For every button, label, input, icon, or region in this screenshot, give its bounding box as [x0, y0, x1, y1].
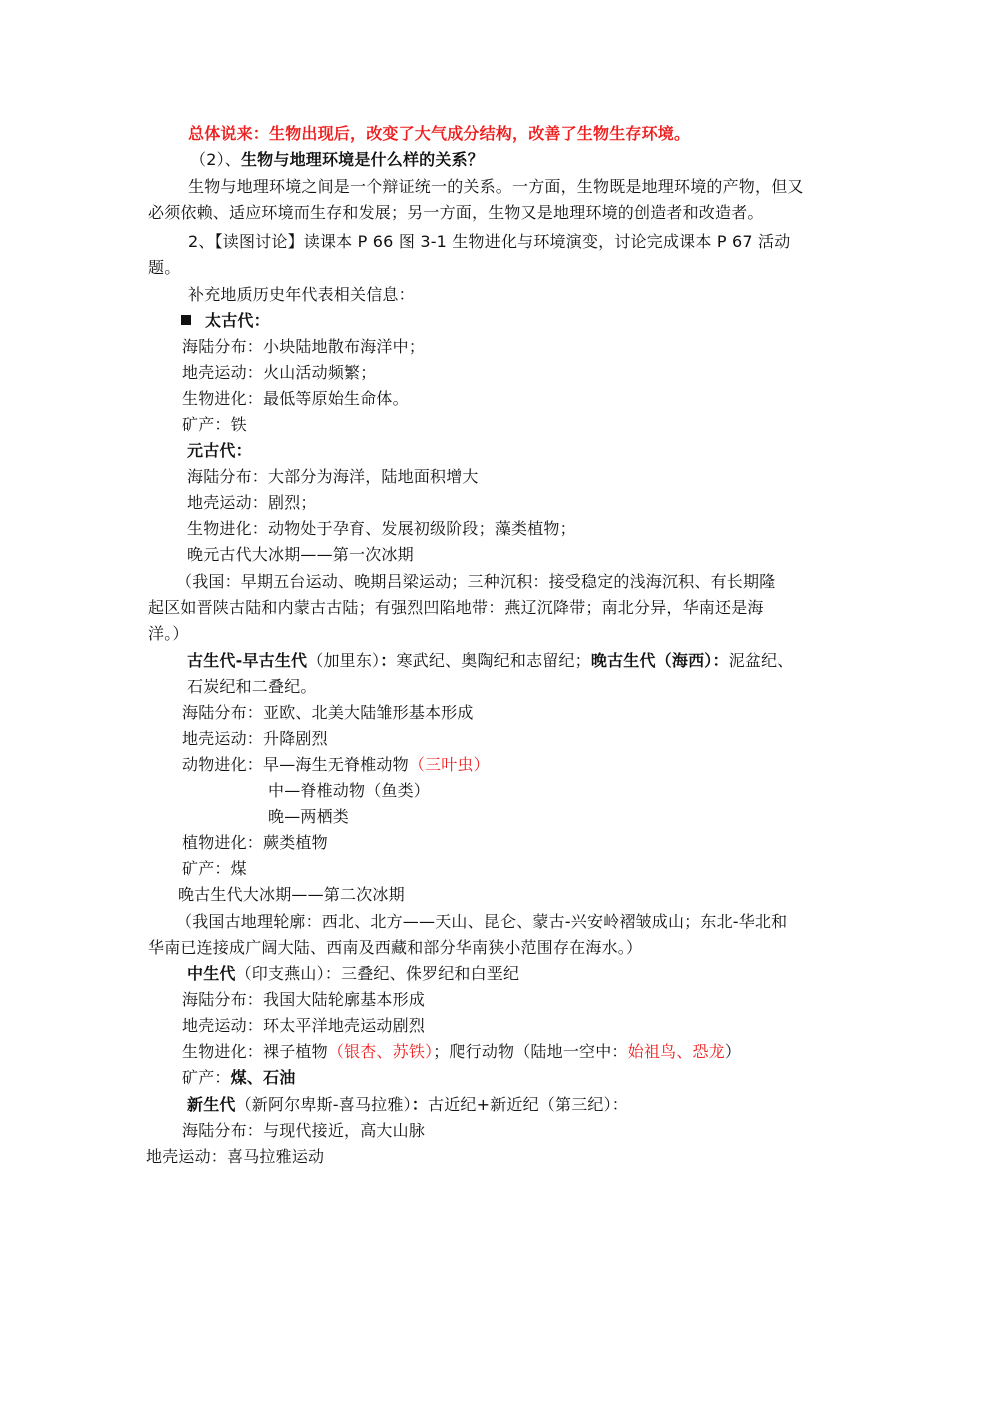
label: 地壳运动： [187, 493, 269, 512]
answer-2-line-2: 必须依赖、适应环境而生存和发展；另一方面，生物又是地理环境的创造者和改造者。 [148, 203, 764, 222]
value: 环太平洋地壳运动剧烈 [263, 1016, 426, 1035]
proterozoic-china-note-3: 洋。） [148, 624, 189, 643]
value: 小块陆地散布海洋中； [263, 337, 426, 356]
paleozoic-animal-mid: 中—脊椎动物（鱼类） [268, 781, 431, 800]
label: 海陆分布： [182, 703, 264, 722]
value: 火山活动频繁； [263, 363, 377, 382]
proterozoic-land-sea [187, 466, 479, 488]
label: 地壳运动： [182, 363, 264, 382]
mesozoic-crust [182, 1015, 425, 1037]
label: 生物进化： [187, 519, 269, 538]
value: 亚欧、北美大陆雏形基本形成 [263, 703, 474, 722]
label: 地壳运动： [146, 1147, 228, 1166]
paleozoic-mineral [182, 858, 247, 880]
archean-land-sea [182, 336, 425, 358]
supplement-heading: 补充地质历史年代表相关信息： [188, 285, 415, 304]
mesozoic-periods: ：三叠纪、侏罗纪和白垩纪 [324, 964, 520, 983]
value: 最低等原始生命体。 [263, 389, 409, 408]
paleozoic-plant [182, 832, 328, 854]
cenozoic-land-sea [182, 1120, 425, 1142]
label: 海陆分布： [182, 1121, 264, 1140]
paleozoic-animal-late: 晚—两栖类 [268, 807, 350, 826]
discussion-line-2: 题。 [148, 258, 181, 277]
paleozoic-china-note-1: （我国古地理轮廓：西北、北方——天山、昆仑、蒙古-兴安岭褶皱成山；东北-华北和 [176, 912, 788, 931]
mesozoic-title: 中生代 [187, 964, 236, 983]
question-2 [190, 149, 484, 171]
value: ；爬行动物（陆地一空中： [433, 1042, 628, 1061]
value: 大部分为海洋，陆地面积增大 [268, 467, 479, 486]
label: 生物进化： [182, 1042, 264, 1061]
label: 动物进化： [182, 755, 264, 774]
value: ） [724, 1042, 742, 1061]
value: 剧烈； [268, 493, 317, 512]
gymnosperm-examples: （银杏、苏铁） [327, 1042, 434, 1061]
paleozoic-early-orogeny: （加里东） [307, 651, 381, 670]
archean-bio [182, 388, 409, 410]
value: 我国大陆轮廓基本形成 [263, 990, 426, 1009]
archean-mineral [182, 414, 247, 436]
paleozoic-early-periods: 寒武纪、奥陶纪和志留纪； [396, 651, 591, 670]
mesozoic-land-sea [182, 989, 425, 1011]
value: 动物处于孕育、发展初级阶段；藻类植物； [268, 519, 576, 538]
summary-text: 总体说来：生物出现后，改变了大气成分结构，改善了生物生存环境。 [188, 124, 691, 143]
colon: ： [380, 651, 397, 670]
value: 铁 [230, 415, 247, 434]
proterozoic-china-note-1: （我国：早期五台运动、晚期吕梁运动；三种沉积：接受稳定的浅海沉积、有长期隆 [176, 572, 776, 591]
paleozoic-late-title: 晚古生代（海西） [590, 651, 713, 670]
discussion-line-1: 2、【读图讨论】读课本 P 66 图 3-1 生物进化与环境演变，讨论完成课本 P 67 活动 [188, 232, 791, 251]
paleozoic-early-title: 古生代-早古生代 [187, 651, 308, 670]
value: 与现代接近，高大山脉 [263, 1121, 426, 1140]
mesozoic-heading [187, 963, 519, 985]
value: 裸子植物 [263, 1042, 328, 1061]
colon: ： [712, 651, 729, 670]
label: 地壳运动： [182, 729, 264, 748]
label: 海陆分布： [182, 337, 264, 356]
paleozoic-ice-age: 晚古生代大冰期——第二次冰期 [178, 885, 405, 904]
paleozoic-animal-early [182, 754, 490, 776]
proterozoic-bio [187, 518, 576, 540]
cenozoic-title: 新生代 [187, 1095, 236, 1114]
cenozoic-heading [187, 1094, 628, 1116]
label: 植物进化： [182, 833, 264, 852]
proterozoic-china-note-2: 起区如晋陕古陆和内蒙古古陆；有强烈凹陷地带：燕辽沉降带；南北分异，华南还是海 [148, 598, 764, 617]
paleozoic-crust [182, 728, 328, 750]
paleozoic-china-note-2: 华南已连接成广阔大陆、西南及西藏和部分华南狭小范围存在海水。） [148, 938, 643, 957]
label: 矿产： [182, 859, 231, 878]
value: 煤 [230, 859, 247, 878]
label: 矿产： [182, 1068, 231, 1087]
paleozoic-heading [187, 650, 794, 672]
value: 煤、石油 [230, 1068, 296, 1087]
paleozoic-late-periods-2: 石炭纪和二叠纪。 [187, 677, 317, 696]
question-text: 生物与地理环境是什么样的关系？ [240, 150, 484, 169]
reptile-examples: 始祖鸟、恐龙 [627, 1042, 725, 1061]
cenozoic-orogeny: （新阿尔卑斯-喜马拉雅） [235, 1095, 412, 1114]
label: 海陆分布： [187, 467, 269, 486]
label: 地壳运动： [182, 1016, 264, 1035]
answer-2-line-1: 生物与地理环境之间是一个辩证统一的关系。一方面，生物既是地理环境的产物，但又 [188, 177, 804, 196]
mesozoic-mineral [182, 1067, 295, 1089]
value: 喜马拉雅运动 [227, 1147, 325, 1166]
question-number: （2）、 [190, 150, 241, 169]
archean-title: 太古代： [205, 311, 270, 330]
mesozoic-bio [182, 1041, 741, 1063]
archean-crust [182, 362, 376, 384]
value: 早—海生无脊椎动物 [263, 755, 409, 774]
mesozoic-orogeny: （印支燕山） [235, 964, 325, 983]
paleozoic-late-periods-1: 泥盆纪、 [728, 651, 794, 670]
trilobite-example: （三叶虫） [408, 755, 490, 774]
proterozoic-crust [187, 492, 317, 514]
value: 蕨类植物 [263, 833, 328, 852]
label: 生物进化： [182, 389, 264, 408]
cenozoic-periods: 古近纪+新近纪（第三纪）： [428, 1095, 629, 1114]
archean-heading [181, 310, 270, 332]
cenozoic-crust [146, 1146, 324, 1168]
proterozoic-title: 元古代： [187, 441, 252, 460]
value: 升降剧烈 [263, 729, 328, 748]
label: 海陆分布： [182, 990, 264, 1009]
paleozoic-land-sea [182, 702, 474, 724]
square-bullet-icon [181, 315, 191, 325]
label: 矿产： [182, 415, 231, 434]
proterozoic-ice-age: 晚元古代大冰期——第一次冰期 [187, 545, 414, 564]
colon: ： [411, 1095, 428, 1114]
